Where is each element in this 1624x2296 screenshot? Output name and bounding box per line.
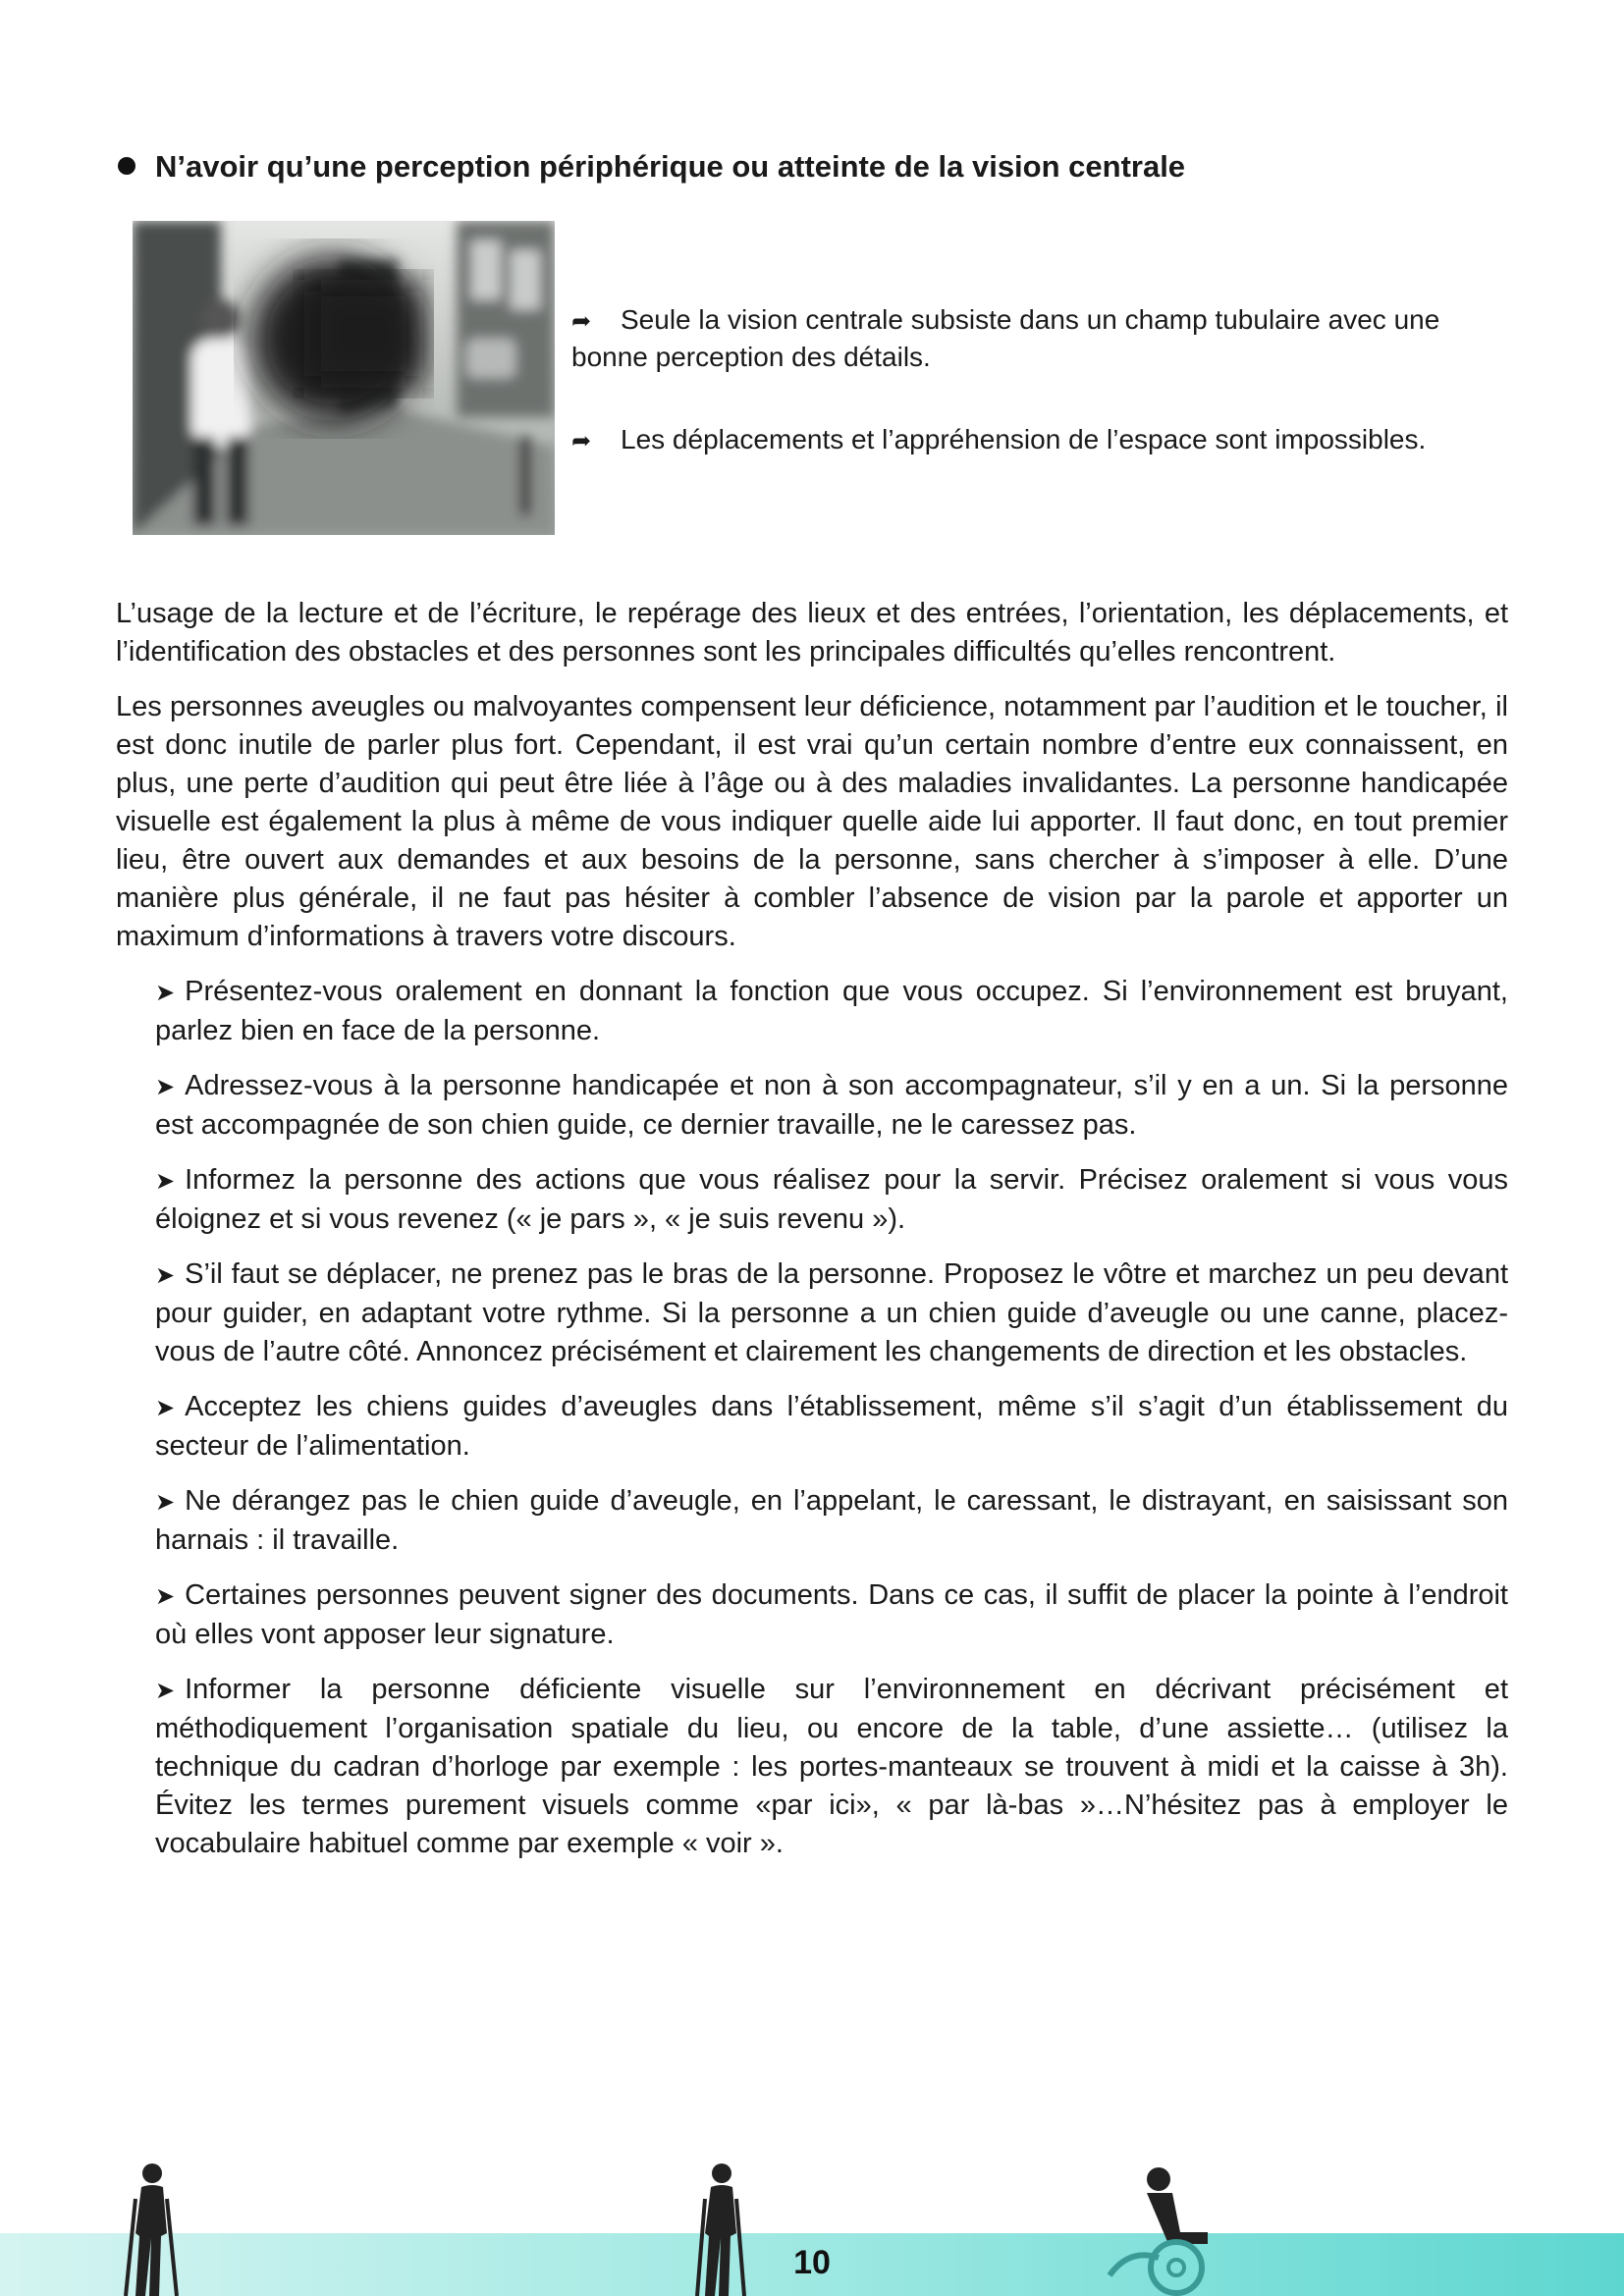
section-heading xyxy=(118,147,1512,187)
list-item: ➤ Adressez-vous à la personne handicapée et non à son accompagnateur, s’il y en a un. Si la personne est accompagnée de son chien guide, ce dernier travaille, ne le caressez pas. xyxy=(155,1070,1508,1141)
chevron-right-icon: ➤ xyxy=(155,1168,176,1195)
side-point: ➦ Seule la vision centrale subsiste dans un champ tubulaire avec une bonne perception des détails. xyxy=(571,304,1440,372)
list-item: ➤ Acceptez les chiens guides d’aveugles dans l’établissement, même s’il s’agit d’un établissement du secteur de l’alimentation. xyxy=(155,1391,1508,1462)
tips-list xyxy=(116,973,1508,1863)
crutch-walker-icon xyxy=(118,2160,187,2296)
chevron-right-icon: ➤ xyxy=(155,980,176,1006)
list-item: ➤ S’il faut se déplacer, ne prenez pas le bras de la personne. Proposez le vôtre et marchez un peu devant pour guider, en adaptant votre rythme. Si la personne a un chien guide d’aveugle ou une canne, placez-vous de l’autre côté. Annoncez précisément et clairement les changements de direction et les obstacles. xyxy=(155,1258,1508,1367)
paragraph: Les personnes aveugles ou malvoyantes compensent leur déficience, notamment par l’audition et le toucher, il est donc inutile de parler plus fort. Cependant, il est vrai qu’un certain nombre d’entre eux connaissent, en plus, une perte d’audition qui peut être liée à l’âge ou à des maladies invalidantes. La personne handicapée visuelle est également la plus à même de vous indiquer quelle aide lui apporter. Il faut donc, en tout premier lieu, être ouvert aux demandes et aux besoins de la personne, sans chercher à s’imposer à elle. D’une manière plus générale, il ne faut pas hésiter à combler l’absence de vision par la parole et apporter un maximum d’informations à travers votre discours. xyxy=(116,691,1508,952)
chevron-right-icon: ➤ xyxy=(155,1395,176,1421)
list-item: ➤ Informez la personne des actions que vous réalisez pour la servir. Précisez oralement si vous vous éloignez et si vous revenez (« je pars », « je suis revenu »). xyxy=(155,1164,1508,1235)
chevron-right-icon: ➤ xyxy=(155,1489,176,1516)
wheelchair-user-icon xyxy=(1090,2160,1227,2296)
curved-arrow-icon: ➦ xyxy=(571,428,592,454)
street-scene-icon xyxy=(133,221,555,535)
chevron-right-icon: ➤ xyxy=(155,1678,176,1704)
curved-arrow-icon: ➦ xyxy=(571,308,592,335)
paragraph: L’usage de la lecture et de l’écriture, le repérage des lieux et des entrées, l’orientation, les déplacements, et l’identification des obstacles et des personnes sont les principales difficultés qu’elles rencontrent. xyxy=(116,598,1508,667)
list-item: ➤ Informer la personne déficiente visuelle sur l’environnement en décrivant précisément et méthodiquement l’organisation spatiale du lieu, ou encore de la table, d’une assiette… (utilisez la technique du cadran d’horloge par exemple : les portes-manteaux se trouvent à midi et la caisse à 3h). Évitez les termes purement visuels comme «par ici», « par là-bas »…N’hésitez pas à employer le vocabulaire habituel comme par exemple « voir ». xyxy=(155,1674,1508,1859)
bullet-icon xyxy=(118,157,135,175)
list-item: ➤ Présentez-vous oralement en donnant la fonction que vous occupez. Si l’environnement est bruyant, parlez bien en face de la personne. xyxy=(155,976,1508,1046)
body-text xyxy=(116,595,1508,1880)
chevron-right-icon: ➤ xyxy=(155,1074,176,1100)
side-point: ➦ Les déplacements et l’appréhension de l’espace sont impossibles. xyxy=(571,422,1485,459)
list-item: ➤ Certaines personnes peuvent signer des documents. Dans ce cas, il suffit de placer la pointe à l’endroit où elles vont apposer leur signature. xyxy=(155,1579,1508,1650)
blurred-street-photo xyxy=(133,221,555,535)
page-number: 10 xyxy=(793,2244,831,2281)
heading-text: N’avoir qu’une perception périphérique ou atteinte de la vision centrale xyxy=(155,149,1186,184)
list-item: ➤ Ne dérangez pas le chien guide d’aveugle, en l’appelant, le caressant, le distrayant, en saisissant son harnais : il travaille. xyxy=(155,1485,1508,1556)
chevron-right-icon: ➤ xyxy=(155,1583,176,1610)
side-points xyxy=(571,302,1485,507)
crutch-walker-icon xyxy=(687,2160,756,2296)
chevron-right-icon: ➤ xyxy=(155,1262,176,1289)
